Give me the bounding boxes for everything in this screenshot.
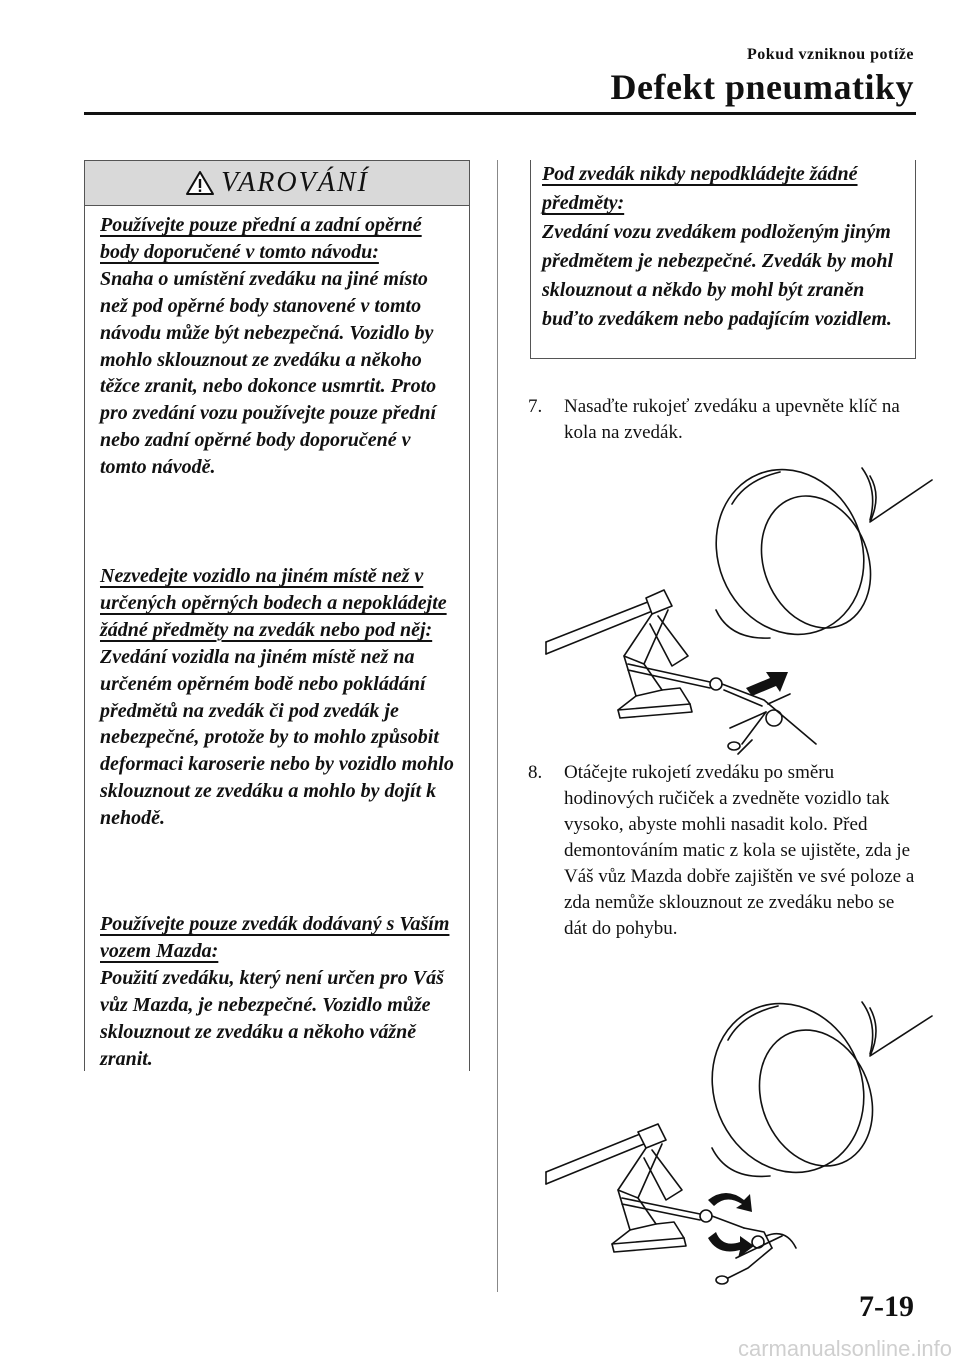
note-paragraph [542,160,906,334]
step-8-number: 8. [528,762,543,783]
header-divider [84,112,916,115]
column-divider [497,160,498,1292]
jack-handle-illustration [540,460,940,760]
step-7-text: Nasaďte rukojeť zvedáku a upevněte klíč na kola na zvedák. [564,396,900,443]
step-7 [528,394,918,446]
warning-triangle-icon [185,170,215,196]
page-number: 7-19 [859,1290,914,1323]
warning-body-2: Zvedání vozidla na jiném místě než na určeném opěrném bodě nebo pokládání předmětů na zvedák či pod zvedák je nebezpečné, protože by to mohlo způsobit deformaci karoserie nebo by vozidlo mohlo sklouznout ze zvedáku a mohlo by dojít k nehodě. [100,645,454,830]
step-7-number: 7. [528,396,543,417]
warning-paragraph-3 [100,911,456,1072]
note-heading: Pod zvedák nikdy nepodkládejte žádné předměty: [542,163,858,214]
page-title: Defekt pneumatiky [610,67,914,107]
warning-body-3: Použití zvedáku, který není určen pro Váš vůz Mazda, je nebezpečné. Vozidlo může sklouznout ze zvedáku a někoho vážně zranit. [100,966,444,1070]
watermark: carmanualsonline.info [737,1336,952,1361]
section-title: Pokud vzniknou potíže [747,46,914,63]
warning-heading-2: Nezvedejte vozidlo na jiném místě než v určených opěrných bodech a nepokládejte žádné předměty na zvedák nebo pod něj: [100,565,447,641]
warning-body-1: Snaha o umístění zvedáku na jiné místo než pod opěrné body stanovené v tomto návodu může být nebezpečná. Vozidlo by mohlo sklouznout ze zvedáku a někoho těžce zranit, nebo dokonce usmrtit. Proto pro zvedání vozu používejte pouze přední nebo zadní opěrné body doporučené v tomto návodě. [100,267,437,479]
jack-raise-illustration [540,1000,940,1290]
warning-paragraph-1 [100,212,456,481]
warning-heading-1: Používejte pouze přední a zadní opěrné body doporučené v tomto návodu: [100,214,422,263]
warning-paragraph-2 [100,563,456,832]
warning-header [85,161,469,206]
step-8 [528,760,918,942]
step-8-text: Otáčejte rukojetí zvedáku po směru hodinových ručiček a zvedněte vozidlo tak vysoko, abyste mohli nasadit kolo. Před demontováním matic z kola se ujistěte, zda je Váš vůz Mazda dobře zajištěn ve své poloze a zda nemůže sklouznout ze zvedáku nebo se dát do pohybu. [564,762,915,939]
warning-title: VAROVÁNÍ [221,167,369,198]
note-body: Zvedání vozu zvedákem podloženým jiným předmětem je nebezpečné. Zvedák by mohl sklouznout a někdo by mohl být zraněn buďto zvedákem nebo padajícím vozidlem. [542,221,894,330]
warning-heading-3: Používejte pouze zvedák dodávaný s Vaším vozem Mazda: [100,913,450,962]
